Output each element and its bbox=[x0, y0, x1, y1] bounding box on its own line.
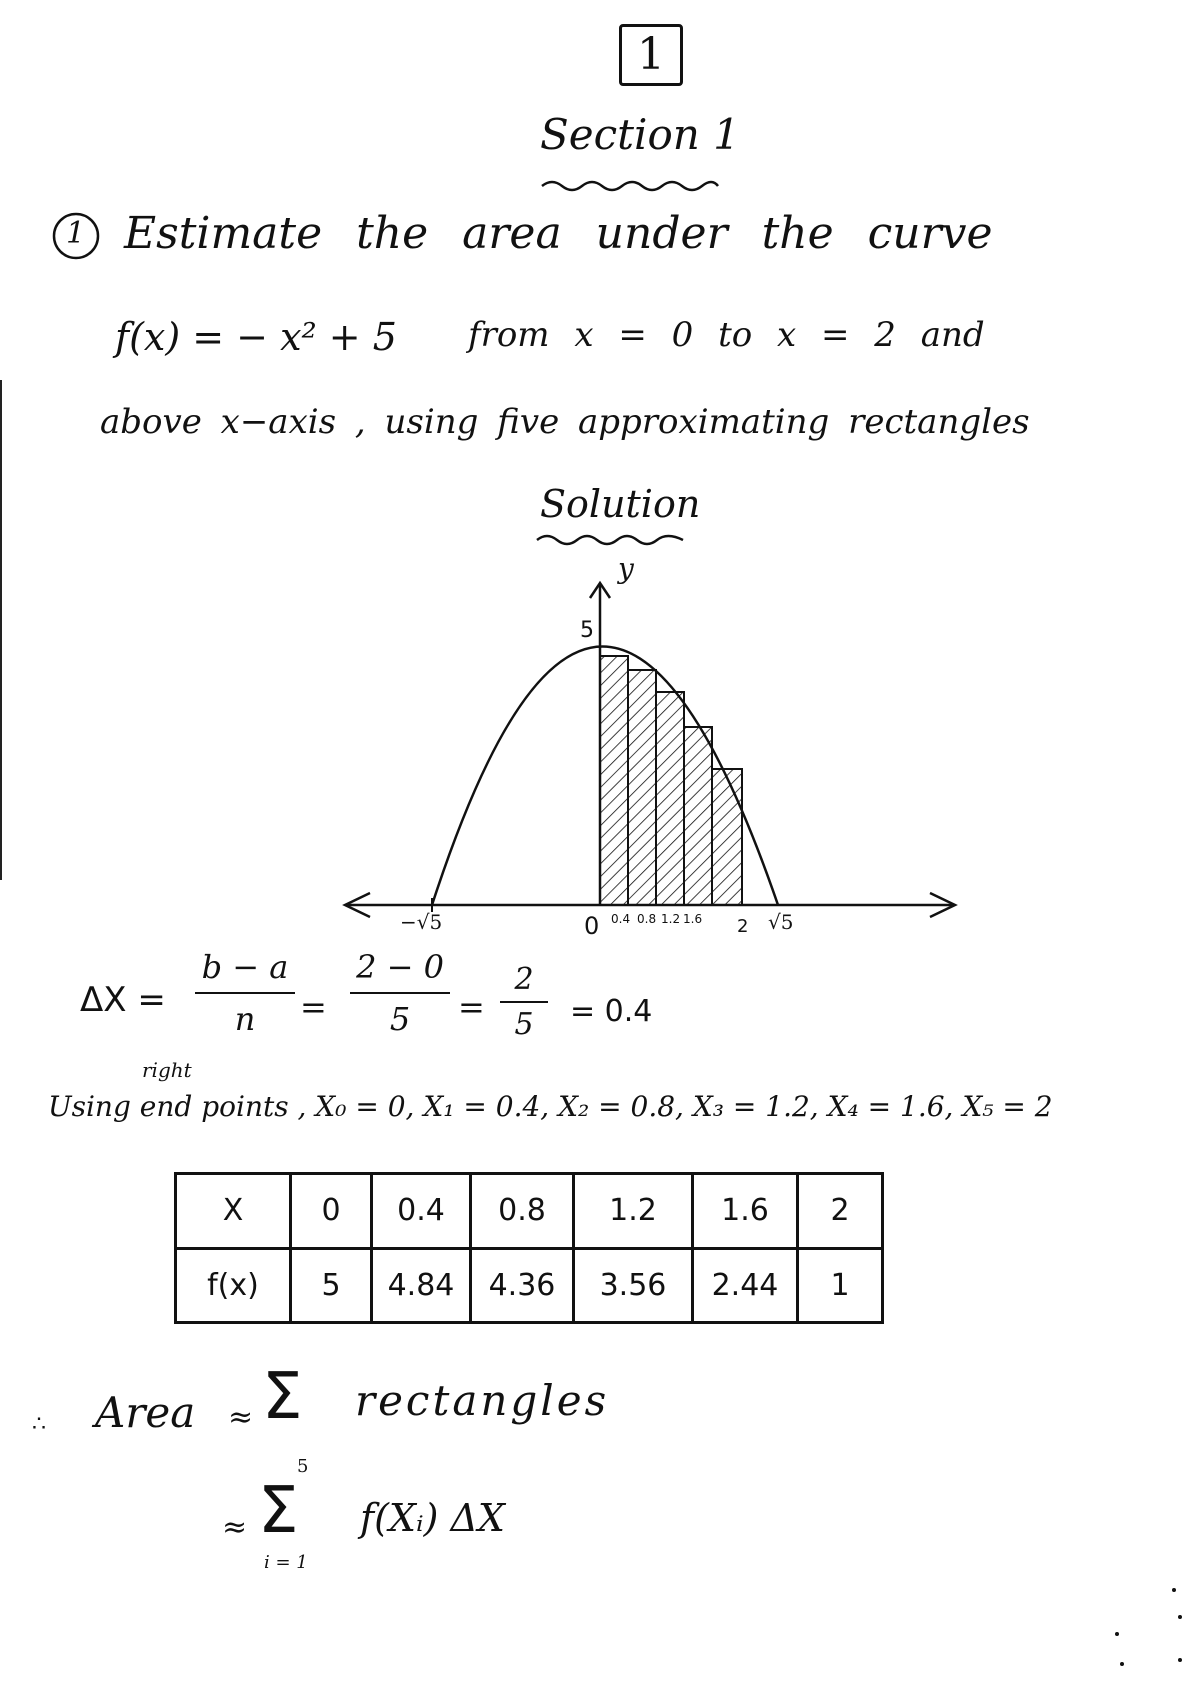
equals-1: = bbox=[300, 988, 327, 1026]
delta-x-lhs: ΔX = bbox=[80, 980, 166, 1020]
table-cell: 1.2 bbox=[574, 1174, 693, 1249]
fraction-2-over-5 bbox=[500, 962, 548, 1042]
y-axis-label: y bbox=[618, 552, 634, 585]
table-cell: 0.8 bbox=[471, 1174, 574, 1249]
frac1-bar bbox=[195, 992, 295, 994]
frac3-numerator: 2 bbox=[514, 962, 534, 997]
table-cell: 0.4 bbox=[372, 1174, 471, 1249]
table-cell: 3.56 bbox=[574, 1248, 693, 1323]
stray-dot bbox=[1178, 1615, 1182, 1619]
table-cell: 0 bbox=[291, 1174, 372, 1249]
frac2-bar bbox=[350, 992, 450, 994]
x-label-neg-sqrt5: −√5 bbox=[400, 910, 443, 934]
table-cell: 4.36 bbox=[471, 1248, 574, 1323]
sum-upper-limit: 5 bbox=[297, 1456, 309, 1477]
solution-title: Solution bbox=[540, 482, 701, 526]
frac2-numerator: 2 − 0 bbox=[356, 948, 444, 986]
frac1-denominator: n bbox=[234, 1000, 256, 1038]
table-cell: X bbox=[176, 1174, 291, 1249]
table-row-x bbox=[176, 1174, 883, 1249]
stray-dot bbox=[1120, 1662, 1124, 1666]
page-number: 1 bbox=[637, 29, 665, 80]
rectangle-1 bbox=[600, 656, 628, 905]
fraction-2-minus-0-over-5 bbox=[350, 948, 450, 1038]
y-tick-5: 5 bbox=[580, 618, 594, 643]
delta-x-result: = 0.4 bbox=[570, 994, 653, 1029]
table-cell: 2.44 bbox=[693, 1248, 798, 1323]
stray-dot bbox=[1172, 1588, 1176, 1592]
rectangles-text: rectangles bbox=[355, 1376, 610, 1425]
approximating-rectangles bbox=[600, 656, 742, 905]
frac3-bar bbox=[500, 1001, 548, 1003]
rectangle-3 bbox=[656, 692, 684, 905]
table-row-fx bbox=[176, 1248, 883, 1323]
x-tick-labels bbox=[611, 912, 703, 926]
function-definition: f(x) = − x² + 5 bbox=[115, 315, 397, 359]
x-tick-1.6: 1.6 bbox=[683, 912, 703, 926]
problem-line-3: above x−axis , using five approximating rectangles bbox=[100, 402, 1030, 442]
frac1-numerator: b − a bbox=[201, 948, 289, 986]
x-tick-1.2: 1.2 bbox=[661, 912, 681, 926]
endpoints-line: Using end points , X₀ = 0, X₁ = 0.4, X₂ = 0.8, X₃ = 1.2, X₄ = 1.6, X₅ = 2 bbox=[48, 1090, 1053, 1123]
rectangle-2 bbox=[628, 670, 656, 905]
x-tick-2: 2 bbox=[737, 916, 749, 937]
fraction-b-minus-a-over-n bbox=[195, 948, 295, 1038]
table-cell: 1.6 bbox=[693, 1174, 798, 1249]
sigma-2: Σ bbox=[258, 1474, 299, 1548]
problem-line-1: Estimate the area under the curve bbox=[124, 208, 993, 259]
section-title: Section 1 bbox=[540, 110, 740, 159]
sum-lower-limit: i = 1 bbox=[264, 1552, 308, 1573]
values-table bbox=[174, 1172, 884, 1324]
stray-dot bbox=[1115, 1632, 1119, 1636]
problem-line-2: from x = 0 to x = 2 and bbox=[468, 315, 985, 355]
therefore-symbol: ∴ bbox=[32, 1412, 46, 1437]
problem-number: 1 bbox=[66, 216, 86, 251]
x-tick-0.8: 0.8 bbox=[637, 912, 657, 926]
stray-dot bbox=[1178, 1658, 1182, 1662]
table-cell: 5 bbox=[291, 1248, 372, 1323]
area-label: Area bbox=[95, 1388, 196, 1437]
x-label-sqrt5: √5 bbox=[768, 910, 794, 934]
frac2-denominator: 5 bbox=[389, 1000, 411, 1038]
approx-symbol-1: ≈ bbox=[228, 1400, 254, 1435]
sum-term: f(Xᵢ) ΔX bbox=[360, 1496, 505, 1540]
table-cell: 2 bbox=[798, 1174, 883, 1249]
frac3-denominator: 5 bbox=[514, 1007, 534, 1042]
x-tick-0.4: 0.4 bbox=[611, 912, 631, 926]
rectangle-5 bbox=[712, 769, 742, 905]
approx-symbol-2: ≈ bbox=[222, 1510, 248, 1545]
origin-label: 0 bbox=[584, 912, 600, 940]
table-cell: 1 bbox=[798, 1248, 883, 1323]
rectangle-4 bbox=[684, 727, 712, 905]
table-cell: 4.84 bbox=[372, 1248, 471, 1323]
sigma-1: Σ bbox=[262, 1360, 303, 1434]
equals-2: = bbox=[458, 988, 485, 1026]
table-cell: f(x) bbox=[176, 1248, 291, 1323]
right-insert: right bbox=[142, 1058, 192, 1082]
